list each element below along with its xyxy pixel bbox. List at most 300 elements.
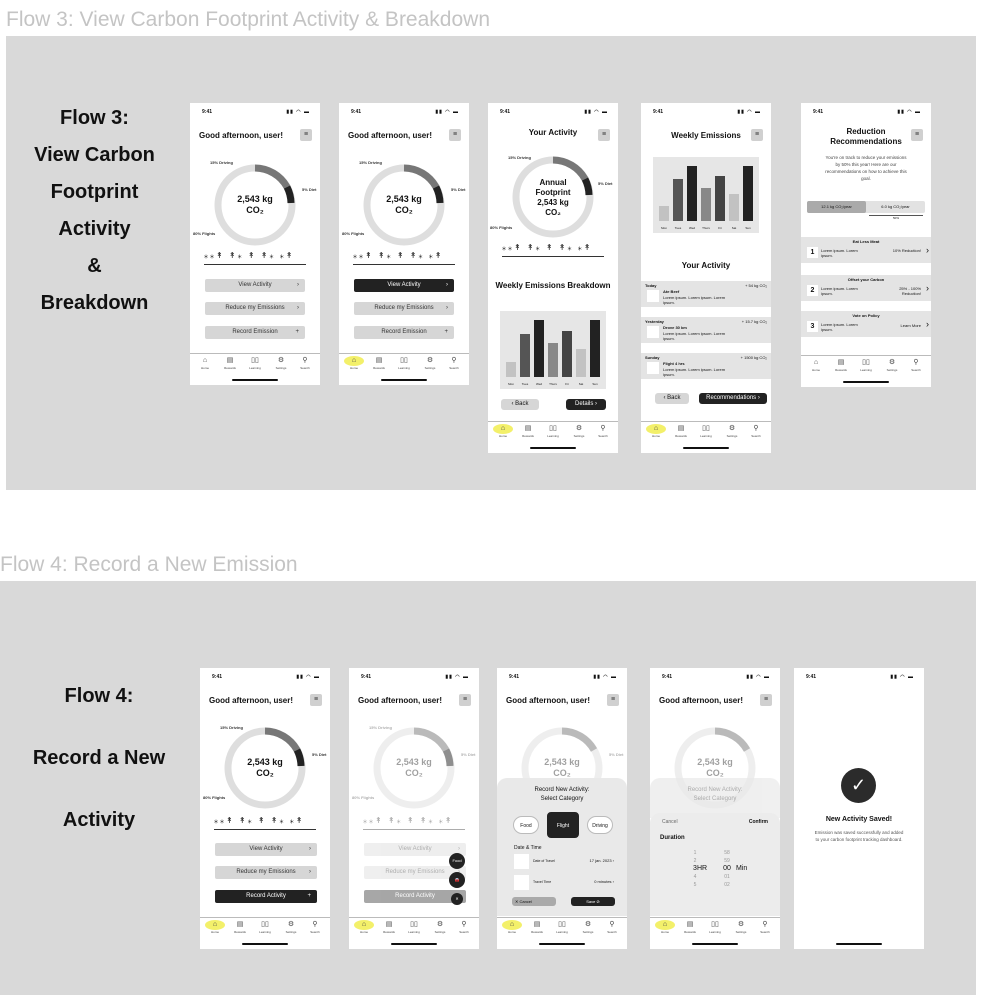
date-of-travel-value[interactable]: 17 jan. 2023 › [589, 858, 614, 863]
activity-item: Drove 30 km [663, 325, 687, 330]
car-icon[interactable]: 🚘 [449, 872, 465, 888]
chart-day-label: Thurs [549, 382, 557, 386]
details-button[interactable]: Details › [566, 399, 606, 410]
chart-bar [659, 206, 669, 221]
phone-home-pressed [339, 103, 469, 385]
tab-label: Settings [285, 930, 297, 934]
back-button[interactable]: ‹ Back [655, 393, 689, 404]
tab-rewards[interactable] [230, 920, 250, 934]
flow3-label-line: Activity [58, 218, 131, 240]
chart-day-label: Fri [565, 382, 569, 386]
group-value: + 15.7 kg CO₂ [741, 319, 767, 324]
status-bar [641, 107, 771, 117]
activity-group-sunday[interactable] [641, 353, 771, 379]
tab-label: Rewards [835, 368, 847, 372]
search-icon: ⚲ [451, 357, 457, 364]
greeting: Good afternoon, user! [348, 131, 432, 140]
phone-select-category [497, 668, 627, 949]
footprint-unit: CO₂ [395, 205, 413, 215]
record-sheet-behind [650, 778, 780, 818]
tab-learning[interactable] [543, 424, 563, 438]
status-bar [794, 672, 924, 682]
saved-message: Emission was saved successfully and added to your carbon footprint tracking dashboard. [814, 830, 904, 842]
tab-learning[interactable] [245, 356, 265, 370]
date-of-travel-label: Date of Travel [533, 859, 555, 863]
rec-title: Vote on Policy [852, 313, 880, 318]
status-bar [349, 672, 479, 682]
book-icon: ▯▯ [862, 359, 870, 366]
flights-label: 80% Flights [193, 231, 216, 236]
rewards-icon: ▤ [686, 921, 694, 928]
picker-selected: 00 [723, 865, 731, 872]
sheet-title [650, 786, 780, 804]
tab-label: Rewards [684, 930, 696, 934]
check-icon: ✓ [841, 768, 876, 803]
weekly-bar-chart [653, 157, 759, 233]
tab-label: Search [310, 930, 320, 934]
tab-label: Search [751, 434, 761, 438]
flow4-section-title: Flow 4: Record a New Emission [0, 553, 298, 576]
tab-home[interactable] [354, 920, 374, 934]
title-line: Recommendations [830, 137, 902, 146]
chart-day-label: Tues [521, 382, 529, 386]
gear-icon: ⚙ [584, 921, 592, 928]
tab-settings[interactable] [569, 424, 589, 438]
record-activity-label: Record Activity [246, 893, 286, 899]
record-emission-label: Record Emission [381, 329, 427, 335]
tab-home[interactable] [205, 920, 225, 934]
tab-bar [349, 917, 479, 939]
tab-search[interactable] [295, 356, 315, 370]
tab-learning[interactable] [696, 424, 716, 438]
record-emission-button[interactable] [205, 326, 305, 339]
view-activity-label: View Activity [238, 282, 272, 288]
home-indicator [836, 943, 882, 945]
chart-day-label: Mon [508, 382, 514, 386]
gear-icon: ⚙ [426, 357, 434, 364]
tab-label: Settings [573, 434, 585, 438]
phone-duration-picker [650, 668, 780, 949]
tab-learning[interactable] [255, 920, 275, 934]
footprint-value [225, 194, 285, 216]
book-icon: ▯▯ [410, 921, 418, 928]
tab-learning[interactable] [394, 356, 414, 370]
tab-search[interactable] [906, 358, 926, 372]
activity-group-today[interactable] [641, 281, 771, 307]
status-icons: ▮▮ ◠ ▬ [435, 109, 459, 115]
activity-desc: Lorem ipsum. Lorem ipsum. Lorem ipsum. [663, 331, 726, 341]
chart-day-label: Tues [674, 226, 682, 230]
chevron-right-icon: › [926, 283, 929, 293]
search-icon: ⚲ [913, 359, 919, 366]
footprint-unit: CO₂ [256, 768, 274, 778]
record-emission-label: Record Emission [232, 329, 278, 335]
back-button[interactable]: ‹ Back [501, 399, 539, 410]
gear-icon: ⚙ [436, 921, 444, 928]
intro-text: You're on track to reduce your emissions by 50% this year! Here are our recommendations on how to achieve this goal. [825, 155, 907, 181]
greeting: Good afternoon, user! [199, 131, 283, 140]
home-indicator [539, 943, 585, 945]
category-food[interactable]: Food [513, 816, 539, 834]
tab-rewards[interactable] [527, 920, 547, 934]
tab-label: Learning [709, 930, 721, 934]
category-driving[interactable]: Driving [587, 816, 613, 834]
tab-home[interactable] [655, 920, 675, 934]
tab-rewards[interactable] [369, 356, 389, 370]
activity-item: Flight 4 hrs [663, 361, 685, 366]
tab-bar [801, 355, 931, 377]
clock-icon [514, 875, 529, 890]
view-activity-button[interactable] [354, 279, 454, 292]
goal-bar [807, 201, 925, 213]
gear-icon: ⚙ [277, 357, 285, 364]
tab-label: Settings [424, 366, 436, 370]
home-icon: ⌂ [354, 920, 374, 930]
tab-settings[interactable] [731, 920, 751, 934]
picker-option: 59 [724, 858, 730, 864]
chart-day-label: Sat [578, 382, 584, 386]
sheet-title [497, 786, 627, 804]
tab-learning[interactable] [404, 920, 424, 934]
minute-wheel[interactable] [717, 849, 737, 889]
record-emission-button[interactable] [354, 326, 454, 339]
footprint-unit: CO₂ [553, 768, 571, 778]
flow4-label-line: Record a New [32, 747, 166, 769]
menu-icon[interactable]: ≡ [607, 694, 619, 706]
footprint-value [235, 757, 295, 779]
flow3-label-line: & [87, 255, 102, 277]
menu-icon[interactable]: ≡ [751, 129, 763, 141]
cancel-link[interactable]: Cancel [662, 819, 678, 825]
status-bar [801, 107, 931, 117]
weekly-bar-chart [500, 311, 606, 389]
recommendation-2[interactable] [801, 275, 931, 301]
diet-label: 5% Diet [312, 752, 327, 757]
gear-icon: ⚙ [888, 359, 896, 366]
picker-option: 5 [693, 882, 697, 888]
group-value: + 1500 kg CO₂ [740, 355, 767, 360]
tab-search[interactable] [454, 920, 474, 934]
rec-impact: 10% Reduction! [892, 248, 921, 253]
footprint-value [384, 757, 444, 779]
activity-group-yesterday[interactable] [641, 317, 771, 343]
tab-label: Search [607, 930, 617, 934]
rewards-icon: ▤ [837, 359, 845, 366]
tab-learning[interactable] [856, 358, 876, 372]
flow3-label [22, 100, 167, 322]
recommendation-1[interactable] [801, 237, 931, 263]
flights-label: 80% Flights [352, 795, 375, 800]
tab-label: Learning [398, 366, 410, 370]
recommendation-3[interactable] [801, 311, 931, 337]
flow4-label-line: Flow 4: [64, 685, 134, 707]
tab-label: Home [359, 930, 368, 934]
status-time: 9:41 [806, 674, 817, 680]
diet-label: 5% Diet [461, 752, 476, 757]
search-icon: ⚲ [753, 425, 759, 432]
tab-rewards[interactable] [680, 920, 700, 934]
duration-sheet [650, 813, 780, 916]
flights-label: 80% Flights [490, 225, 513, 230]
menu-icon[interactable]: ≡ [300, 129, 312, 141]
footprint-amount: 2,543 kg [396, 757, 432, 767]
search-icon: ⚲ [302, 357, 308, 364]
rec-title: Offset your Carbon [847, 277, 885, 282]
chart-day-label: Sat [731, 226, 737, 230]
cancel-button[interactable]: ✕ Cancel [512, 897, 556, 906]
picker-option: 1 [693, 850, 697, 856]
tab-label: Rewards [522, 434, 534, 438]
save-button[interactable]: Save ⊘ [571, 897, 615, 906]
tab-home[interactable] [344, 356, 364, 370]
chart-bar [590, 320, 600, 377]
tab-home[interactable] [502, 920, 522, 934]
tab-bar [488, 421, 618, 443]
menu-icon[interactable]: ≡ [459, 694, 471, 706]
recommendations-button[interactable]: Recommendations › [699, 393, 767, 404]
tab-label: Home [811, 368, 820, 372]
book-icon: ▯▯ [558, 921, 566, 928]
tab-rewards[interactable] [379, 920, 399, 934]
home-indicator [530, 447, 576, 449]
tab-bar [339, 353, 469, 375]
driving-label: 15% Driving [369, 725, 392, 730]
diet-label: 5% Diet [598, 181, 613, 186]
tab-settings[interactable] [281, 920, 301, 934]
tab-label: Rewards [383, 930, 395, 934]
current-emissions: 12.1 kg CO₂/year [807, 201, 866, 213]
chart-bar [520, 334, 530, 377]
footprint-unit: CO₂ [405, 768, 423, 778]
tab-label: Home [498, 434, 507, 438]
tab-label: Home [651, 434, 660, 438]
tab-label: Settings [275, 366, 287, 370]
home-icon: ⌂ [813, 359, 819, 366]
tab-label: Settings [735, 930, 747, 934]
chart-bar [548, 343, 558, 377]
tab-home[interactable] [646, 424, 666, 438]
trees-illustration: ⁎⁎↟ ↟⁎ ↟ ↟⁎ ⁎↟ [502, 243, 604, 257]
trees-illustration: ⁎⁎↟ ↟⁎ ↟ ↟⁎ ⁎↟ [353, 251, 455, 265]
status-bar [190, 107, 320, 117]
reduce-emissions-label: Reduce my Emissions [236, 869, 296, 875]
greeting: Good afternoon, user! [358, 696, 442, 705]
tab-label: Search [449, 366, 459, 370]
tab-home[interactable] [493, 424, 513, 438]
rec-desc: Lorem ipsum. Lorem ipsum. [821, 286, 858, 296]
tab-search[interactable] [602, 920, 622, 934]
rec-number: 3 [807, 321, 818, 332]
home-icon: ⌂ [646, 424, 666, 434]
status-icons: ▮▮ ◠ ▬ [286, 109, 310, 115]
category-flight[interactable]: Flight [547, 812, 579, 838]
group-day: Sunday [645, 355, 660, 360]
chevron-right-icon: › [446, 305, 448, 311]
saved-title: New Activity Saved! [825, 816, 893, 823]
tab-label: Learning [259, 930, 271, 934]
home-indicator [232, 379, 278, 381]
flow3-label-line: Footprint [50, 181, 139, 203]
tab-rewards[interactable] [518, 424, 538, 438]
status-icons: ▮▮ ◠ ▬ [296, 674, 320, 680]
footprint-amount: 2,543 kg [386, 194, 422, 204]
footprint-unit: CO₂ [545, 208, 561, 217]
book-icon: ▯▯ [711, 921, 719, 928]
menu-icon[interactable]: ≡ [911, 129, 923, 141]
tab-rewards[interactable] [831, 358, 851, 372]
footprint-value [374, 194, 434, 216]
rec-impact: 25% - 100% Reduction! [899, 286, 921, 296]
picker-selected: 3 [693, 865, 697, 872]
confirm-link[interactable]: Confirm [748, 819, 768, 825]
search-icon: ⚲ [461, 921, 467, 928]
tab-search[interactable] [755, 920, 775, 934]
menu-icon[interactable]: ≡ [449, 129, 461, 141]
chevron-right-icon: › [297, 282, 299, 288]
tab-bar [650, 917, 780, 939]
tab-learning[interactable] [705, 920, 725, 934]
record-activity-button[interactable] [215, 890, 317, 903]
tab-label: Settings [886, 368, 898, 372]
record-activity-label: Record Activity [395, 893, 435, 899]
reduce-emissions-button[interactable] [215, 866, 317, 879]
chart-day-label: Sun [745, 226, 751, 230]
greeting: Good afternoon, user! [506, 696, 590, 705]
sheet-title-line: Record New Activity: [534, 787, 590, 793]
trees-illustration: ⁎⁎↟ ↟⁎ ↟ ↟⁎ ⁎↟ [363, 816, 465, 830]
tab-rewards[interactable] [220, 356, 240, 370]
tab-label: Learning [700, 434, 712, 438]
tab-label: Learning [860, 368, 872, 372]
status-icons: ▮▮ ◠ ▬ [593, 674, 617, 680]
chevron-right-icon: › [309, 846, 311, 852]
chart-bar [701, 188, 711, 221]
flights-label: 80% Flights [203, 795, 226, 800]
chevron-right-icon: › [446, 282, 448, 288]
home-indicator [391, 943, 437, 945]
travel-time-value[interactable]: 0 minutes › [594, 879, 614, 884]
rewards-icon: ▤ [375, 357, 383, 364]
rec-title: Eat Less Meat [852, 239, 880, 244]
tab-label: Search [760, 930, 770, 934]
status-time: 9:41 [813, 109, 824, 115]
status-icons: ▮▮ ◠ ▬ [746, 674, 770, 680]
footprint-amount: 2,543 kg [544, 757, 580, 767]
tab-settings[interactable] [578, 920, 598, 934]
fab-food[interactable]: Food [449, 853, 465, 869]
menu-icon[interactable]: ≡ [310, 694, 322, 706]
search-icon: ⚲ [762, 921, 768, 928]
tab-home[interactable] [195, 356, 215, 370]
tab-settings[interactable] [271, 356, 291, 370]
chart-day-label: Wed [688, 226, 696, 230]
flow4-label [28, 665, 170, 851]
tab-settings[interactable] [882, 358, 902, 372]
calendar-icon [514, 854, 529, 869]
tab-learning[interactable] [552, 920, 572, 934]
activity-desc: Lorem ipsum. Lorem ipsum. Lorem ipsum. [663, 295, 726, 305]
rec-impact: Learn More [900, 323, 921, 328]
tab-label: Search [300, 366, 310, 370]
tab-settings[interactable] [430, 920, 450, 934]
tab-label: Rewards [234, 930, 246, 934]
phone-home [190, 103, 320, 385]
chart-bar [576, 349, 586, 377]
chevron-right-icon: › [926, 319, 929, 329]
footprint-unit: CO₂ [706, 768, 724, 778]
book-icon: ▯▯ [400, 357, 408, 364]
flow4-label-line: Activity [62, 809, 136, 831]
tab-label: Settings [582, 930, 594, 934]
tab-label: Search [911, 368, 921, 372]
view-activity-button[interactable] [205, 279, 305, 292]
gear-icon: ⚙ [728, 425, 736, 432]
tab-settings[interactable] [722, 424, 742, 438]
footprint-amount: 2,543 kg [697, 757, 733, 767]
status-time: 9:41 [202, 109, 213, 115]
reduce-emissions-button[interactable] [205, 302, 305, 315]
rewards-icon: ▤ [524, 425, 532, 432]
chart-bar [534, 320, 544, 377]
diet-label: 5% Diet [302, 187, 317, 192]
plus-icon: + [307, 893, 311, 899]
chart-day-label: Fri [718, 226, 722, 230]
tab-search[interactable] [746, 424, 766, 438]
menu-icon[interactable]: ≡ [598, 129, 610, 141]
reduce-emissions-label: Reduce my Emissions [385, 869, 445, 875]
rewards-icon: ▤ [677, 425, 685, 432]
phone-recommendations [801, 103, 931, 387]
rewards-icon: ▤ [236, 921, 244, 928]
driving-label: 15% Driving [508, 155, 531, 160]
picker-option: 4 [693, 874, 697, 880]
footprint-value [532, 757, 592, 779]
footprint-value [685, 757, 745, 779]
phone-weekly-emissions [641, 103, 771, 453]
record-sheet [497, 778, 627, 916]
flow3-label-line: Breakdown [40, 292, 149, 314]
tab-home[interactable] [806, 358, 826, 372]
tab-rewards[interactable] [671, 424, 691, 438]
rec-desc: Lorem ipsum. Lorem ipsum. [821, 248, 858, 258]
flow3-label-line: Flow 3: [60, 107, 129, 129]
activity-thumbnail [647, 362, 659, 374]
diet-label: 5% Diet [609, 752, 624, 757]
driving-label: 15% Driving [359, 160, 382, 165]
menu-icon[interactable]: ≡ [760, 694, 772, 706]
tab-search[interactable] [305, 920, 325, 934]
home-icon: ⌂ [202, 357, 208, 364]
close-icon[interactable]: ✕ [451, 893, 463, 905]
plus-icon: + [295, 329, 299, 335]
rec-desc: Lorem ipsum. Lorem ipsum. [821, 322, 858, 332]
status-icons: ▮▮ ◠ ▬ [890, 674, 914, 680]
home-indicator [843, 381, 889, 383]
tab-bar [200, 917, 330, 939]
group-day: Today [645, 283, 657, 288]
tab-search[interactable] [444, 356, 464, 370]
title-line: Reduction [846, 127, 886, 136]
page-title: Your Activity [528, 128, 578, 137]
home-indicator [381, 379, 427, 381]
view-activity-button[interactable] [215, 843, 317, 856]
tab-label: Search [598, 434, 608, 438]
tab-search[interactable] [593, 424, 613, 438]
book-icon: ▯▯ [251, 357, 259, 364]
reduce-emissions-button[interactable] [354, 302, 454, 315]
tab-settings[interactable] [420, 356, 440, 370]
activity-thumbnail [647, 290, 659, 302]
